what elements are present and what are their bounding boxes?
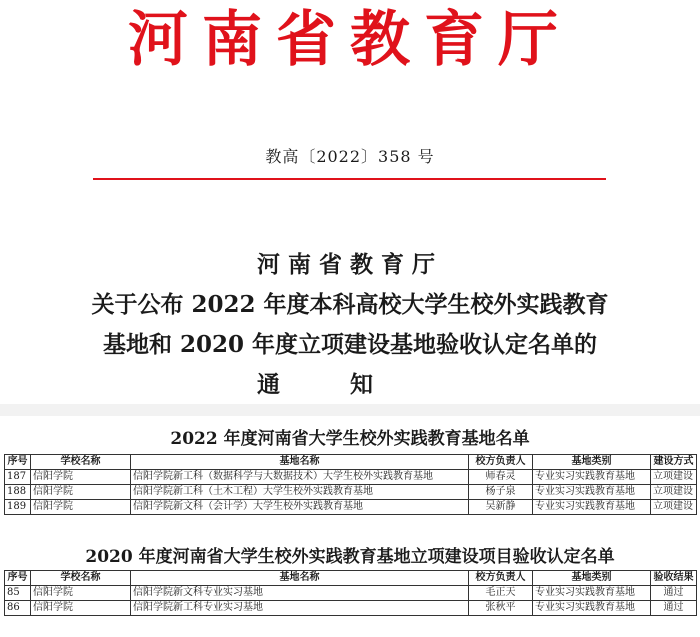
page-gap	[0, 404, 700, 416]
table-row	[5, 586, 697, 601]
cell-index: 188	[5, 485, 31, 500]
cell-method: 立项建设	[651, 470, 697, 485]
header-base-name: 基地名称	[131, 455, 469, 470]
cell-school: 信阳学院	[31, 601, 131, 616]
cell-school: 信阳学院	[31, 586, 131, 601]
table-row	[5, 485, 697, 500]
cell-result: 通过	[651, 601, 697, 616]
cell-category: 专业实习实践教育基地	[533, 470, 651, 485]
title-line-1: 河南省教育厅	[257, 251, 443, 278]
table-header-row	[5, 455, 697, 470]
cell-school: 信阳学院	[31, 485, 131, 500]
header-school: 学校名称	[31, 571, 131, 586]
cell-leader: 吴新静	[469, 500, 533, 515]
header-result: 验收结果	[651, 571, 697, 586]
title-line-3: 基地和 2020 年度立项建设基地验收认定名单的	[102, 331, 598, 358]
title-line-4: 通知	[257, 371, 443, 398]
cell-index: 189	[5, 500, 31, 515]
cell-base-name: 信阳学院新工科专业实习基地	[131, 601, 469, 616]
cell-base-name: 信阳学院新工科（土木工程）大学生校外实践教育基地	[131, 485, 469, 500]
cell-school: 信阳学院	[31, 500, 131, 515]
agency-masthead: 河南省教育厅	[128, 5, 572, 75]
cell-result: 通过	[651, 586, 697, 601]
cell-category: 专业实习实践教育基地	[533, 500, 651, 515]
header-index: 序号	[5, 455, 31, 470]
cell-category: 专业实习实践教育基地	[533, 485, 651, 500]
title-line-2: 关于公布 2022 年度本科高校大学生校外实践教育	[91, 291, 609, 318]
cell-index: 85	[5, 586, 31, 601]
table1-caption: 2022 年度河南省大学生校外实践教育基地名单	[170, 429, 530, 449]
table-2020-acceptance	[4, 570, 697, 616]
cell-method: 立项建设	[651, 485, 697, 500]
document-number: 教高〔2022〕358 号	[265, 147, 435, 166]
cell-category: 专业实习实践教育基地	[533, 586, 651, 601]
header-school: 学校名称	[31, 455, 131, 470]
cell-leader: 杨子泉	[469, 485, 533, 500]
table-row	[5, 470, 697, 485]
cell-index: 86	[5, 601, 31, 616]
header-index: 序号	[5, 571, 31, 586]
table-row	[5, 500, 697, 515]
header-category: 基地类别	[533, 571, 651, 586]
cell-leader: 师春灵	[469, 470, 533, 485]
table-header-row	[5, 571, 697, 586]
red-divider	[93, 178, 606, 180]
header-leader: 校方负责人	[469, 571, 533, 586]
header-category: 基地类别	[533, 455, 651, 470]
cell-leader: 张秋平	[469, 601, 533, 616]
cell-school: 信阳学院	[31, 470, 131, 485]
cell-base-name: 信阳学院新文科（会计学）大学生校外实践教育基地	[131, 500, 469, 515]
cell-leader: 毛正天	[469, 586, 533, 601]
cell-base-name: 信阳学院新文科专业实习基地	[131, 586, 469, 601]
table-row	[5, 601, 697, 616]
cell-base-name: 信阳学院新工科（数据科学与大数据技术）大学生校外实践教育基地	[131, 470, 469, 485]
header-method: 建设方式	[651, 455, 697, 470]
cell-index: 187	[5, 470, 31, 485]
cell-category: 专业实习实践教育基地	[533, 601, 651, 616]
header-base-name: 基地名称	[131, 571, 469, 586]
table-2022-bases	[4, 454, 697, 515]
header-leader: 校方负责人	[469, 455, 533, 470]
cell-method: 立项建设	[651, 500, 697, 515]
table2-caption: 2020 年度河南省大学生校外实践教育基地立项建设项目验收认定名单	[85, 547, 615, 567]
